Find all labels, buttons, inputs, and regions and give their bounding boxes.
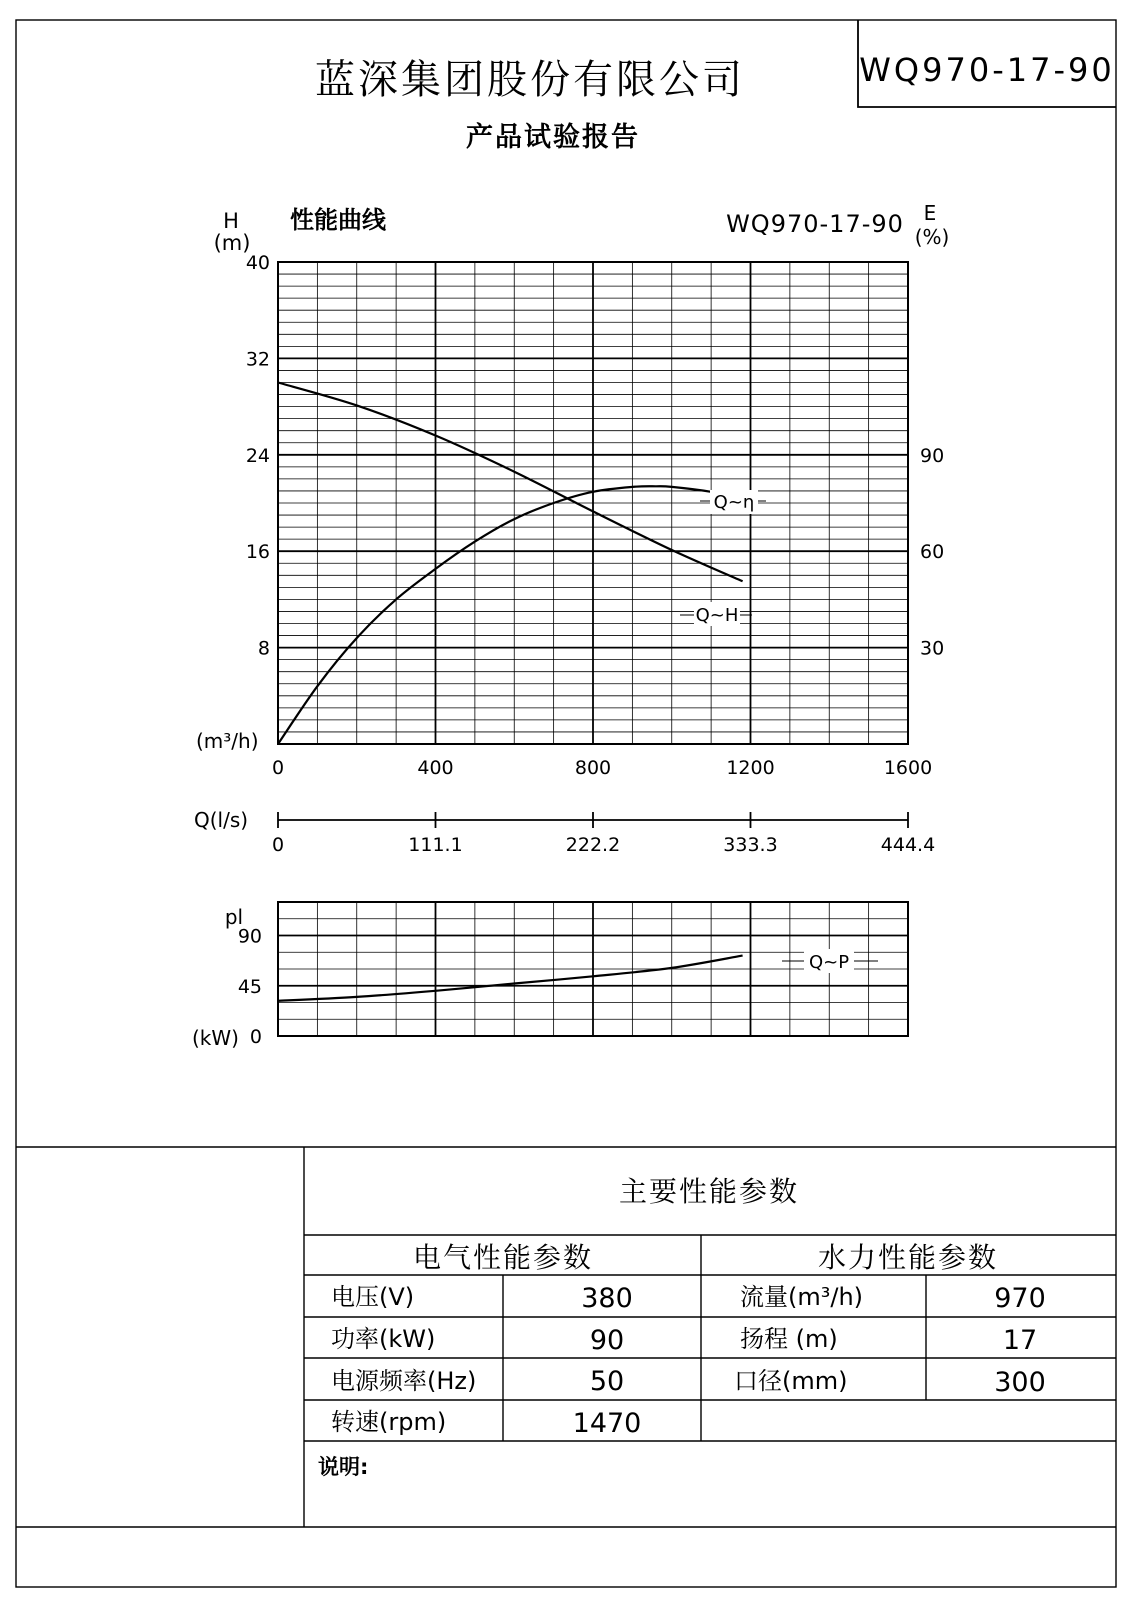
model-box-text: WQ970-17-90 [859,51,1115,89]
params-table [16,1147,1116,1527]
company-name: 蓝深集团股份有限公司 [315,57,745,103]
electrical-param-value: 90 [589,1325,625,1356]
y-left-tick-label: 24 [245,444,270,467]
x-tick-label: 1200 [726,757,775,779]
q-eta-curve [278,486,743,744]
electrical-params [331,1283,641,1439]
chart-model: WQ970-17-90 [726,210,904,238]
electrical-param-label: 电源频率(Hz) [331,1367,477,1395]
x-unit-label: (m³/h) [196,729,259,753]
power-y-unit: (kW) [192,1026,239,1050]
params-title: 主要性能参数 [618,1175,800,1208]
electrical-param-value: 50 [589,1366,625,1397]
q-p-curve [278,956,743,1001]
y-left-tick-label: 32 [245,348,270,371]
y-right-tick-label: 30 [920,637,945,660]
x-tick-labels [272,757,932,779]
y-left-unit: (m) [213,231,251,255]
q-ls-tick-label: 444.4 [880,834,936,856]
report-title: 产品试验报告 [466,122,640,153]
y-right-label: E [923,201,937,225]
chart-title: 性能曲线 [290,206,386,234]
hydraulic-param-label: 流量(m³/h) [740,1283,864,1311]
q-ls-tick-label: 111.1 [408,834,463,856]
power-y-tick-label: 0 [249,1026,262,1048]
performance-chart [196,201,949,779]
power-y-tick-label: 45 [237,975,262,998]
y-left-tick-label: 40 [245,252,270,274]
hydraulic-param-value: 970 [994,1283,1046,1314]
x-tick-label: 1600 [883,757,933,779]
electrical-param-label: 功率(kW) [331,1325,436,1353]
y-left-tick-label: 16 [245,541,270,564]
hydraulic-param-label: 扬程 (m) [740,1325,838,1353]
outer-frame [16,20,1116,1587]
main-chart-grid [278,262,908,744]
power-y-label: pl [224,905,244,929]
electrical-param-label: 电压(V) [331,1283,415,1311]
q-ls-tick-label: 0 [271,834,285,856]
x-tick-label: 0 [271,757,285,779]
q-p-label: Q~P [808,952,850,973]
y-left-tick-labels [246,252,270,660]
y-right-unit: (%) [914,225,950,249]
hydraulic-params [734,1283,1046,1398]
electrical-param-value: 380 [581,1283,633,1314]
q-ls-label: Q(l/s) [194,808,249,832]
x-tick-label: 400 [417,757,454,779]
hydraulic-header: 水力性能参数 [817,1241,999,1274]
hydraulic-param-label: 口径(mm) [734,1367,848,1395]
y-left-label: H [223,209,239,233]
electrical-header: 电气性能参数 [412,1241,594,1274]
hydraulic-param-value: 17 [1002,1325,1038,1356]
q-h-label: Q~H [695,605,739,626]
y-right-tick-label: 60 [920,541,945,564]
x-tick-label: 800 [574,757,612,779]
y-right-tick-label: 90 [920,444,945,467]
y-right-tick-labels [920,445,944,660]
note-label: 说明: [318,1455,369,1479]
power-y-tick-label: 90 [237,925,262,948]
electrical-param-value: 1470 [572,1408,642,1439]
q-ls-axis [194,808,935,856]
q-eta-label: Q~η [713,492,755,513]
electrical-param-label: 转速(rpm) [331,1408,447,1436]
q-ls-tick-label: 222.2 [565,834,621,856]
power-chart [192,902,908,1050]
hydraulic-param-value: 300 [994,1367,1046,1398]
q-ls-tick-label: 333.3 [723,834,778,856]
y-left-tick-label: 8 [257,637,270,660]
